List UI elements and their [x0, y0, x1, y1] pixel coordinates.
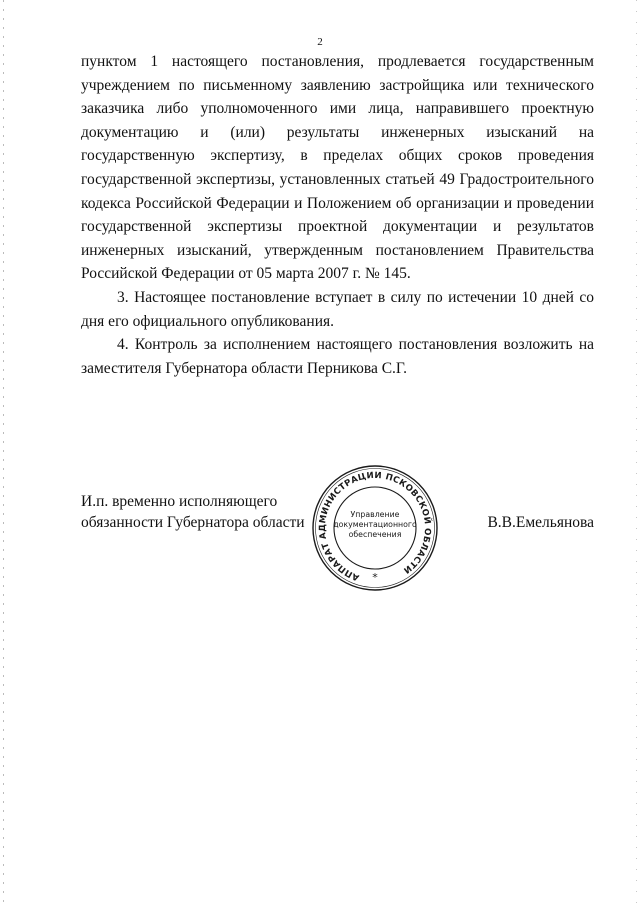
seal-center-line-1: Управление [350, 510, 400, 519]
signatory-name: В.В.Емельянова [487, 514, 594, 531]
signatory-position [81, 491, 305, 533]
scan-edge-right [636, 0, 637, 905]
seal-ring-text: АППАРАТ АДМИНИСТРАЦИИ ПСКОВСКОЙ ОБЛАСТИ [317, 470, 433, 583]
scan-edge-left [3, 0, 4, 905]
paragraph-item-3: 3. Настоящее постановление вступает в силу по истечении 10 дней со дня его официального опубликования. [81, 288, 594, 330]
page-number: 2 [317, 36, 323, 48]
document-body [81, 50, 594, 380]
seal-center-line-3: обеспечения [348, 530, 402, 539]
seal-star: * [372, 571, 378, 584]
signatory-position-line-2: обязанности Губернатора области [81, 514, 305, 531]
signatory-position-line-1: И.п. временно исполняющего [81, 493, 278, 510]
seal-center-line-2: документационного [333, 520, 417, 529]
paragraph-continuation: пунктом 1 настоящего постановления, продлевается государственным учреждением по письменному заявлению застройщика или технического заказчика либо уполномоченного ими лица, направившего проектную документацию и (или) результаты инженерных изысканий на государственную экспертизу, в пределах общих сроков проведения государственной экспертизы, установленных статьей 49 Градостроительного кодекса Российской Федерации и Положением об организации и проведении государственной экспертизы проектной документации и результатов инженерных изысканий, утвержденным постановлением Правительства Российской Федерации от 05 марта 2007 г. № 145. [81, 53, 594, 283]
official-seal [311, 464, 439, 592]
paragraph-item-4: 4. Контроль за исполнением настоящего постановления возложить на заместителя Губернатора области Перникова С.Г. [81, 336, 594, 377]
